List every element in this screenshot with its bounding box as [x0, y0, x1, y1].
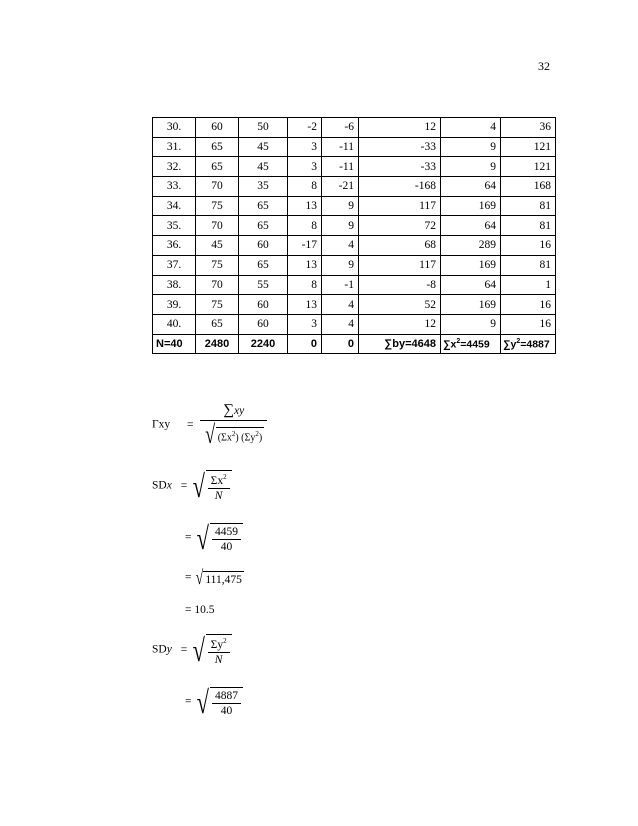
table-cell: 75 — [196, 295, 239, 315]
sdy-denominator: N — [208, 652, 230, 666]
table-row — [153, 118, 556, 138]
table-row — [153, 255, 556, 275]
table-cell: 37. — [153, 255, 196, 275]
table-cell: 50 — [239, 118, 288, 138]
table-cell: 35. — [153, 216, 196, 236]
table-cell: 117 — [359, 196, 441, 216]
table-cell: 45 — [239, 157, 288, 177]
sdx-result: = 10.5 — [185, 604, 215, 616]
table-cell: 8 — [288, 216, 322, 236]
table-cell: 1 — [501, 275, 556, 295]
total-cell — [501, 334, 556, 354]
total-cell: 2240 — [239, 334, 288, 354]
table-cell: 9 — [322, 255, 359, 275]
den-part-2: ) (Σy — [235, 432, 256, 444]
table-cell: 33. — [153, 177, 196, 197]
table-cell: 34. — [153, 196, 196, 216]
table-cell: -33 — [359, 157, 441, 177]
table-cell: 36 — [501, 118, 556, 138]
sdx-step1-denominator: 40 — [212, 539, 241, 553]
table-cell: 64 — [441, 275, 501, 295]
total-cell: 2480 — [196, 334, 239, 354]
sdx-denominator: N — [208, 488, 230, 502]
table-cell: 55 — [239, 275, 288, 295]
table-cell: 70 — [196, 275, 239, 295]
table-cell: 117 — [359, 255, 441, 275]
equals-sign: = — [185, 695, 192, 708]
table-row — [153, 216, 556, 236]
table-cell: 121 — [501, 137, 556, 157]
table-cell: -21 — [322, 177, 359, 197]
sdy-step1-numerator: 4887 — [214, 690, 238, 702]
table-cell: 70 — [196, 216, 239, 236]
sdy-fraction — [208, 637, 230, 666]
sdx-var: x — [166, 479, 172, 492]
table-cell: -33 — [359, 137, 441, 157]
sdx-step-2 — [185, 568, 244, 588]
table-cell: 65 — [196, 137, 239, 157]
rxy-denominator — [200, 420, 267, 448]
sdx-step2-value: 111,475 — [203, 571, 244, 586]
table-row — [153, 157, 556, 177]
table-cell: 13 — [288, 255, 322, 275]
superscript: 2 — [255, 429, 259, 438]
table-cell: 4 — [322, 236, 359, 256]
table-cell: -6 — [322, 118, 359, 138]
table-cell: 65 — [239, 196, 288, 216]
table-row — [153, 236, 556, 256]
rxy-label: Γxy — [152, 418, 171, 431]
table-cell: -17 — [288, 236, 322, 256]
equals-sign: = — [180, 643, 188, 656]
den-part-3: ) — [258, 432, 263, 444]
sum-value: =4459 — [460, 338, 490, 351]
sdx-step1-numerator: 4459 — [214, 526, 238, 538]
table-cell: 9 — [322, 216, 359, 236]
table-cell: 31. — [153, 137, 196, 157]
table-cell: 4 — [322, 314, 359, 334]
total-cell: ∑by=4648 — [359, 334, 441, 354]
table-cell: 60 — [196, 118, 239, 138]
sdx-numerator: Σx — [210, 474, 224, 487]
table-cell: -2 — [288, 118, 322, 138]
den-part-1: (Σx — [217, 432, 232, 444]
table-row — [153, 314, 556, 334]
table-cell: 64 — [441, 177, 501, 197]
table-cell: 4 — [322, 295, 359, 315]
sqrt-sign: √ $(\Sigma x^2)$ $(\Sigma y^2)$ — [205, 420, 263, 449]
table-cell: 16 — [501, 295, 556, 315]
table-row — [153, 137, 556, 157]
table-cell: 16 — [501, 314, 556, 334]
sdx-label: SD — [152, 479, 167, 492]
sum-prefix: ∑x — [443, 338, 457, 351]
table-cell: 65 — [196, 314, 239, 334]
table-cell: 289 — [441, 236, 501, 256]
table-cell: 16 — [501, 236, 556, 256]
table-cell: 38. — [153, 275, 196, 295]
table-cell: 52 — [359, 295, 441, 315]
table-cell: 9 — [441, 137, 501, 157]
table-cell: 3 — [288, 314, 322, 334]
equals-sign: = — [187, 418, 194, 431]
table-cell: 121 — [501, 157, 556, 177]
table-row — [153, 196, 556, 216]
table-cell: 75 — [196, 196, 239, 216]
table-cell: 36. — [153, 236, 196, 256]
deviation-table — [152, 117, 556, 354]
table-cell: 75 — [196, 255, 239, 275]
table-cell: 12 — [359, 118, 441, 138]
sdy-label: SD — [152, 643, 167, 656]
superscript: 2 — [223, 637, 227, 646]
page-number: 32 — [538, 59, 550, 73]
sqrt-sign: √ 111,475 — [196, 567, 242, 589]
table-cell: 81 — [501, 216, 556, 236]
table-cell: 169 — [441, 255, 501, 275]
table-cell: 60 — [239, 236, 288, 256]
table-cell: 35 — [239, 177, 288, 197]
rxy-fraction — [200, 402, 267, 448]
sigma-symbol: ∑ — [223, 402, 235, 418]
table-cell: 32. — [153, 157, 196, 177]
superscript: 2 — [231, 429, 236, 438]
table-cell: 64 — [441, 216, 501, 236]
equals-sign: = — [185, 531, 192, 544]
sqrt-sign: √ $\frac{4887}{40}$ — [194, 686, 243, 718]
table-cell: 8 — [288, 275, 322, 295]
sdy-numerator: Σy — [210, 638, 224, 651]
table-cell: 60 — [239, 295, 288, 315]
numerator-var: xy — [234, 405, 245, 417]
table-cell: 45 — [239, 137, 288, 157]
table-cell: 13 — [288, 295, 322, 315]
table-row — [153, 177, 556, 197]
sdx-formula — [152, 470, 232, 502]
sdx-step-1 — [185, 522, 243, 554]
superscript: 2 — [456, 337, 461, 345]
rxy-formula — [152, 402, 267, 448]
table-cell: 168 — [501, 177, 556, 197]
table-cell: 30. — [153, 118, 196, 138]
table-cell: 68 — [359, 236, 441, 256]
table-cell: 169 — [441, 295, 501, 315]
table-cell: 12 — [359, 314, 441, 334]
table-cell: -11 — [322, 137, 359, 157]
sdy-step-1 — [185, 686, 243, 718]
table-cell: -1 — [322, 275, 359, 295]
sdx-fraction — [208, 473, 230, 502]
sdy-var: y — [166, 643, 172, 656]
superscript: 2 — [516, 337, 521, 345]
table-cell: 45 — [196, 236, 239, 256]
sum-prefix: ∑y — [503, 338, 517, 351]
table-cell: 70 — [196, 177, 239, 197]
table-cell: 9 — [322, 196, 359, 216]
table-cell: 81 — [501, 196, 556, 216]
sdy-formula — [152, 634, 232, 666]
table-cell: -168 — [359, 177, 441, 197]
table-cell: 40. — [153, 314, 196, 334]
table-cell: 65 — [196, 157, 239, 177]
table-cell: 3 — [288, 137, 322, 157]
table-total-row — [153, 334, 556, 354]
sqrt-sign: √ $\frac{\Sigma x^2}{N}$ — [190, 470, 232, 502]
table-cell: 169 — [441, 196, 501, 216]
table-row — [153, 295, 556, 315]
table-cell: 13 — [288, 196, 322, 216]
table-cell: 9 — [441, 157, 501, 177]
rxy-numerator — [200, 402, 267, 420]
equals-sign: = — [180, 479, 188, 492]
table-cell: 60 — [239, 314, 288, 334]
table-cell: 65 — [239, 255, 288, 275]
table-cell: 4 — [441, 118, 501, 138]
table-cell: 3 — [288, 157, 322, 177]
table-cell: 65 — [239, 216, 288, 236]
table-cell: 39. — [153, 295, 196, 315]
table-cell: -11 — [322, 157, 359, 177]
total-cell — [441, 334, 501, 354]
sum-value: =4887 — [520, 338, 550, 351]
table-cell: 81 — [501, 255, 556, 275]
table-cell: 9 — [441, 314, 501, 334]
total-cell: N=40 — [153, 334, 196, 354]
superscript: 2 — [223, 473, 227, 482]
table-body — [153, 118, 556, 354]
sqrt-sign: √ $\frac{4459}{40}$ — [194, 522, 243, 554]
total-cell: 0 — [288, 334, 322, 354]
table-cell: 72 — [359, 216, 441, 236]
table-cell: 8 — [288, 177, 322, 197]
sdy-step1-denominator: 40 — [212, 703, 241, 717]
table-cell: -8 — [359, 275, 441, 295]
total-cell: 0 — [322, 334, 359, 354]
equals-sign: = — [185, 571, 192, 584]
table-row — [153, 275, 556, 295]
sqrt-sign: √ $\frac{\Sigma y^2}{N}$ — [190, 634, 232, 666]
